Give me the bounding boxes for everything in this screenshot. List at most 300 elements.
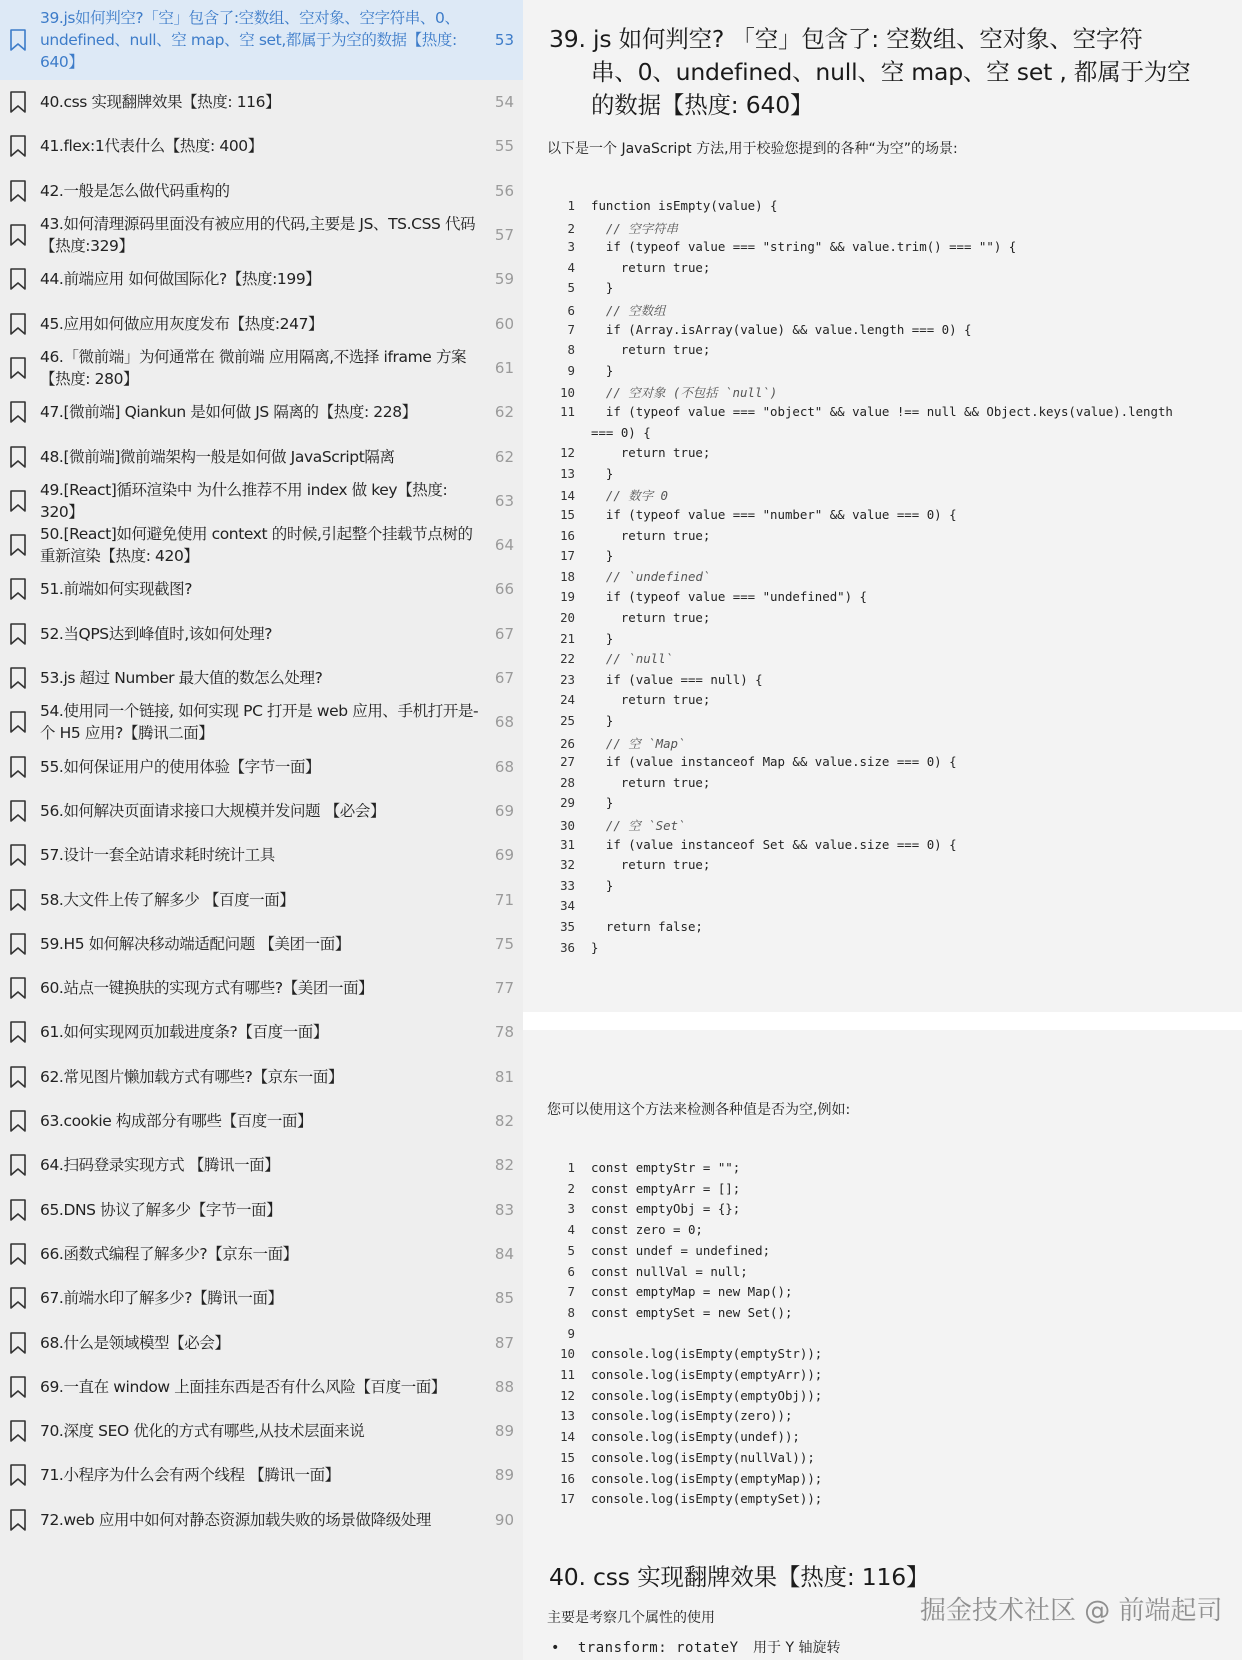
code-text: if (value instanceof Set && value.size === 0) { <box>591 836 957 852</box>
toc-item[interactable] <box>0 479 523 523</box>
code-line <box>543 1201 740 1221</box>
line-number: 26 <box>560 735 575 751</box>
line-number: 11 <box>560 1367 575 1382</box>
toc-item[interactable] <box>0 745 523 789</box>
toc-item[interactable] <box>0 1188 523 1232</box>
code-line <box>543 528 710 548</box>
code-line <box>543 1264 748 1284</box>
code-text: console.log(isEmpty(emptySet)); <box>591 1491 823 1507</box>
toc-item[interactable] <box>0 789 523 833</box>
toc-item-page: 78 <box>494 1023 514 1042</box>
code-text: === 0) { <box>591 424 651 440</box>
code-line <box>543 1408 792 1428</box>
code-text: return true; <box>591 527 711 543</box>
toc-item-title: 50.[React]如何避免使用 context 的时候,引起整个挂载节点树的重新渲染【热度: 420】 <box>40 525 473 566</box>
line-number: 28 <box>560 774 575 790</box>
toc-item[interactable] <box>0 1055 523 1099</box>
toc-item-title: 66.函数式编程了解多少?【京东一面】 <box>40 1244 298 1263</box>
toc-item[interactable] <box>0 1320 523 1364</box>
line-number: 4 <box>567 1222 575 1238</box>
line-number: 21 <box>560 630 575 646</box>
code-line <box>543 1181 740 1201</box>
code-text: if (value === null) { <box>591 671 763 687</box>
toc-item[interactable] <box>0 700 523 744</box>
code-line <box>543 301 665 321</box>
line-number: 16 <box>560 1470 575 1486</box>
code-line <box>543 1222 703 1242</box>
code-text: if (typeof value === "object" && value !== null && Object.keys(value).length <box>591 404 1173 419</box>
toc-item[interactable] <box>0 612 523 656</box>
code-text: const emptySet = new Set(); <box>591 1304 793 1320</box>
code-line <box>543 734 685 754</box>
toc-item-page: 56 <box>494 181 514 200</box>
toc-item-title: 43.如何清理源码里面没有被应用的代码,主要是 JS、TS.CSS 代码【热度:329】 <box>40 215 476 256</box>
toc-item[interactable] <box>0 656 523 700</box>
line-number: 12 <box>560 445 575 461</box>
code-text: const emptyStr = ""; <box>591 1160 741 1175</box>
bookmark-icon[interactable] <box>9 799 27 823</box>
section-39-heading-line1: 39. js 如何判空? 「空」包含了: 空数组、空对象、空字符 <box>549 25 1143 53</box>
bookmark-icon[interactable] <box>9 1331 27 1355</box>
bookmark-icon[interactable] <box>9 755 27 779</box>
section-39-heading-line2: 串、0、undefined、null、空 map、空 set , 都属于为空 <box>591 58 1191 86</box>
toc-item-title: 45.应用如何做应用灰度发布【热度:247】 <box>40 314 324 333</box>
toc-item-title: 67.前端水印了解多少?【腾讯一面】 <box>40 1289 283 1308</box>
code-text: console.log(isEmpty(nullVal)); <box>591 1449 815 1465</box>
code-line <box>543 569 710 589</box>
code-line <box>543 878 613 898</box>
toc-item-page: 62 <box>494 403 514 422</box>
bookmark-icon[interactable] <box>9 267 27 291</box>
toc-item-page: 63 <box>494 491 514 510</box>
toc-item-page: 81 <box>494 1067 514 1086</box>
code-line <box>543 425 651 445</box>
toc-item-title: 54.使用同一个链接, 如何实现 PC 打开是 web 应用、手机打开是-个 H5 应用?【腾讯二面】 <box>40 702 479 743</box>
code-text: const zero = 0; <box>591 1222 703 1238</box>
section-39-heading-line3: 的数据【热度: 640】 <box>591 91 814 119</box>
toc-item[interactable] <box>0 302 523 346</box>
code-text: // 空字符串 <box>591 220 678 236</box>
code-line <box>543 466 613 486</box>
code-text: return true; <box>591 774 711 790</box>
line-number: 2 <box>567 220 575 236</box>
toc-item-title: 60.站点一键换肤的实现方式有哪些?【美团一面】 <box>40 979 374 998</box>
bookmark-icon[interactable] <box>9 312 27 336</box>
line-number: 29 <box>560 795 575 811</box>
toc-item-page: 68 <box>494 713 514 732</box>
toc-item-page: 85 <box>494 1289 514 1308</box>
toc-item[interactable] <box>0 523 523 567</box>
code-line <box>543 940 598 960</box>
toc-item[interactable] <box>0 1143 523 1187</box>
toc-item-page: 69 <box>494 846 514 865</box>
bookmark-icon[interactable] <box>9 1020 27 1044</box>
code-text: return false; <box>591 919 703 934</box>
code-text: // 空 `Map` <box>591 735 686 751</box>
toc-item[interactable] <box>0 390 523 434</box>
line-number: 4 <box>567 259 575 275</box>
toc-item-title: 42.一般是怎么做代码重构的 <box>40 181 230 200</box>
code-text: } <box>591 939 599 955</box>
toc-item-page: 88 <box>494 1377 514 1396</box>
code-line <box>543 507 957 527</box>
bookmark-icon[interactable] <box>9 1153 27 1177</box>
page-break <box>523 1012 1242 1030</box>
code-text: } <box>591 713 614 728</box>
toc-sidebar <box>0 0 523 1660</box>
bookmark-icon[interactable] <box>9 356 27 380</box>
code-text: // 空 `Set` <box>591 818 686 833</box>
line-number: 20 <box>560 610 575 625</box>
bookmark-icon[interactable] <box>9 1065 27 1089</box>
document-page <box>523 0 1242 1660</box>
toc-item-title: 58.大文件上传了解多少 【百度一面】 <box>40 890 295 909</box>
bullet-item <box>551 1637 840 1657</box>
code-line <box>543 486 668 506</box>
watermark: 掘金技术社区 @ 前端起司 <box>920 1596 1223 1626</box>
bookmark-icon[interactable] <box>9 710 27 734</box>
code-line <box>543 610 710 630</box>
toc-item-title: 41.flex:1代表什么【热度: 400】 <box>40 137 263 156</box>
line-number: 10 <box>560 1346 575 1362</box>
bookmark-icon[interactable] <box>9 489 27 513</box>
line-number: 25 <box>560 713 575 728</box>
toc-item[interactable] <box>0 80 523 124</box>
code-line <box>543 198 778 218</box>
line-number: 8 <box>567 1304 575 1320</box>
code-line <box>543 1367 822 1387</box>
line-number: 1 <box>567 198 575 213</box>
line-number: 17 <box>560 548 575 564</box>
bookmark-icon[interactable] <box>9 28 27 52</box>
bookmark-icon[interactable] <box>9 666 27 690</box>
code-text: if (typeof value === "number" && value === 0) { <box>591 507 957 522</box>
bullet-code: transform: rotateY <box>577 1640 739 1656</box>
line-number: 17 <box>560 1491 575 1507</box>
toc-item-page: 89 <box>494 1466 514 1485</box>
code-line <box>543 589 867 609</box>
line-number: 16 <box>560 527 575 543</box>
code-line <box>543 692 710 712</box>
code-text: const nullVal = null; <box>591 1263 748 1279</box>
code-text: if (value instanceof Map && value.size === 0) { <box>591 754 957 770</box>
line-number: 15 <box>560 1449 575 1465</box>
bookmark-icon[interactable] <box>9 1109 27 1133</box>
code-text: } <box>591 465 614 481</box>
line-number: 32 <box>560 857 575 873</box>
line-number: 12 <box>560 1387 575 1403</box>
toc-item-title: 40.css 实现翻牌效果【热度: 116】 <box>40 93 281 112</box>
toc-item[interactable] <box>0 434 523 478</box>
toc-item-page: 59 <box>494 270 514 289</box>
toc-item-page: 82 <box>494 1112 514 1131</box>
code-text: return true; <box>591 692 711 708</box>
toc-item[interactable] <box>0 169 523 213</box>
code-line <box>543 1450 815 1470</box>
code-text: function isEmpty(value) { <box>591 198 778 213</box>
toc-item-page: 90 <box>494 1510 514 1529</box>
usage-intro: 您可以使用这个方法来检测各种值是否为空,例如: <box>547 1102 851 1118</box>
toc-item-title: 55.如何保证用户的使用体验【字节一面】 <box>40 757 321 776</box>
toc-item-title: 59.H5 如何解决移动端适配问题 【美团一面】 <box>40 934 350 953</box>
line-number: 14 <box>560 1429 575 1445</box>
code-text: // `null` <box>591 651 674 667</box>
code-line <box>543 837 957 857</box>
bookmark-icon[interactable] <box>9 622 27 646</box>
toc-item-title: 48.[微前端]微前端架构一般是如何做 JavaScript隔离 <box>40 447 395 466</box>
toc-item-title: 68.什么是领域模型【必会】 <box>40 1333 230 1352</box>
bookmark-icon[interactable] <box>9 843 27 867</box>
toc-item[interactable] <box>0 1365 523 1409</box>
code-text: const emptyObj = {}; <box>591 1201 741 1217</box>
bookmark-icon[interactable] <box>9 445 27 469</box>
toc-item[interactable] <box>0 1010 523 1054</box>
toc-item-title: 56.如何解决页面请求接口大规模并发问题 【必会】 <box>40 801 386 820</box>
toc-item-title: 63.cookie 构成部分有哪些【百度一面】 <box>40 1112 313 1131</box>
toc-item[interactable] <box>0 1232 523 1276</box>
toc-item-title: 70.深度 SEO 优化的方式有哪些,从技术层面来说 <box>40 1422 365 1441</box>
line-number: 24 <box>560 692 575 708</box>
code-line <box>543 1243 770 1263</box>
code-line <box>543 651 673 671</box>
line-number: 34 <box>560 898 575 914</box>
toc-item-page: 71 <box>494 890 514 909</box>
code-line <box>543 219 678 239</box>
toc-item-title: 72.web 应用中如何对静态资源加载失败的场景做降级处理 <box>40 1510 432 1529</box>
toc-item-page: 77 <box>494 979 514 998</box>
code-line <box>543 363 613 383</box>
line-number: 19 <box>560 589 575 605</box>
code-text: const emptyArr = []; <box>591 1180 741 1196</box>
code-text: if (typeof value === "string" && value.trim() === "") { <box>591 239 1017 255</box>
bookmark-icon[interactable] <box>9 1463 27 1487</box>
line-number: 18 <box>560 568 575 584</box>
toc-item-title: 39.js如何判空?「空」包含了:空数组、空对象、空字符串、0、undefined、null、空 map、空 set,都属于为空的数据【热度: 640】 <box>40 9 460 71</box>
line-number: 3 <box>567 1201 575 1217</box>
code-text: console.log(isEmpty(emptyMap)); <box>591 1470 823 1486</box>
toc-item[interactable] <box>0 966 523 1010</box>
toc-item-page: 84 <box>494 1244 514 1263</box>
line-number: 36 <box>560 939 575 955</box>
code-line <box>543 1471 822 1491</box>
toc-item-title: 71.小程序为什么会有两个线程 【腾讯一面】 <box>40 1466 340 1485</box>
code-line <box>543 1284 792 1304</box>
toc-item-title: 61.如何实现网页加载进度条?【百度一面】 <box>40 1023 328 1042</box>
toc-item[interactable] <box>0 124 523 168</box>
line-number: 33 <box>560 877 575 893</box>
line-number: 30 <box>560 818 575 833</box>
code-text: return true; <box>591 857 711 873</box>
bullet-text: 用于 Y 轴旋转 <box>753 1640 841 1656</box>
code-line <box>543 548 613 568</box>
code-line <box>543 383 777 403</box>
code-text: // 空数组 <box>591 303 666 318</box>
toc-item-page: 57 <box>494 226 514 245</box>
bookmark-icon[interactable] <box>9 1242 27 1266</box>
toc-item[interactable] <box>0 1409 523 1453</box>
code-line <box>543 795 613 815</box>
toc-item[interactable] <box>0 346 523 390</box>
toc-item-title: 44.前端应用 如何做国际化?【热度:199】 <box>40 270 321 289</box>
code-line <box>543 239 1016 259</box>
code-line <box>543 1429 800 1449</box>
code-text: const emptyMap = new Map(); <box>591 1284 793 1300</box>
bookmark-icon[interactable] <box>9 1286 27 1310</box>
code-text: if (Array.isArray(value) && value.length === 0) { <box>591 321 972 337</box>
toc-item-page: 82 <box>494 1156 514 1175</box>
line-number: 10 <box>560 385 575 401</box>
toc-item-page: 54 <box>494 93 514 112</box>
toc-item-title: 57.设计一套全站请求耗时统计工具 <box>40 846 275 865</box>
toc-item-page: 75 <box>494 934 514 953</box>
bookmark-icon[interactable] <box>9 134 27 158</box>
toc-item[interactable] <box>0 1453 523 1497</box>
line-number: 22 <box>560 651 575 667</box>
toc-item[interactable] <box>0 1276 523 1320</box>
line-number: 5 <box>567 1242 575 1258</box>
code-line <box>543 775 710 795</box>
toc-item[interactable] <box>0 567 523 611</box>
toc-item-page: 89 <box>494 1422 514 1441</box>
bullet-dot: • <box>551 1640 560 1656</box>
code-text: return true; <box>591 610 711 625</box>
code-text: console.log(isEmpty(undef)); <box>591 1429 800 1445</box>
code-line <box>543 1491 822 1511</box>
bookmark-icon[interactable] <box>9 932 27 956</box>
code-text: } <box>591 280 614 296</box>
line-number: 6 <box>567 303 575 318</box>
toc-item-title: 62.常见图片懒加载方式有哪些?【京东一面】 <box>40 1067 344 1086</box>
toc-item[interactable] <box>0 833 523 877</box>
code-line <box>543 898 591 918</box>
toc-item-title: 49.[React]循环渲染中 为什么推荐不用 index 做 key【热度: 320】 <box>40 480 448 521</box>
code-line <box>543 404 1173 424</box>
toc-item-title: 46.「微前端」为何通常在 微前端 应用隔离,不选择 iframe 方案【热度: 280】 <box>40 347 467 388</box>
bookmark-icon[interactable] <box>9 976 27 1000</box>
toc-item-title: 47.[微前端] Qiankun 是如何做 JS 隔离的【热度: 228】 <box>40 403 417 422</box>
toc-item-title: 65.DNS 协议了解多少【字节一面】 <box>40 1200 282 1219</box>
code-text: const undef = undefined; <box>591 1242 771 1258</box>
toc-item-title: 53.js 超过 Number 最大值的数怎么处理? <box>40 669 323 688</box>
bookmark-icon[interactable] <box>9 1198 27 1222</box>
toc-item[interactable] <box>0 0 523 80</box>
bookmark-icon[interactable] <box>9 400 27 424</box>
toc-item-page: 87 <box>494 1333 514 1352</box>
code-line <box>543 713 613 733</box>
line-number: 23 <box>560 671 575 687</box>
code-line <box>543 631 613 651</box>
line-number: 2 <box>567 1180 575 1196</box>
toc-item-page: 69 <box>494 801 514 820</box>
toc-item[interactable] <box>0 213 523 257</box>
code-line <box>543 342 710 362</box>
section-40-heading: 40. css 实现翻牌效果【热度: 116】 <box>549 1563 930 1591</box>
code-line <box>543 1305 792 1325</box>
bookmark-icon[interactable] <box>9 1375 27 1399</box>
toc-item-page: 64 <box>494 536 514 555</box>
code-line <box>543 1160 740 1180</box>
code-line <box>543 322 971 342</box>
toc-item-title: 52.当QPS达到峰值时,该如何处理? <box>40 624 273 643</box>
line-number: 5 <box>567 280 575 296</box>
line-number: 27 <box>560 754 575 770</box>
code-text: console.log(isEmpty(emptyStr)); <box>591 1346 823 1362</box>
code-line <box>543 754 957 774</box>
code-text: return true; <box>591 445 711 461</box>
toc-item[interactable] <box>0 1099 523 1143</box>
toc-item-title: 69.一直在 window 上面挂东西是否有什么风险【百度一面】 <box>40 1377 447 1396</box>
toc-item[interactable] <box>0 922 523 966</box>
bookmark-icon[interactable] <box>9 888 27 912</box>
code-line <box>543 857 710 877</box>
bookmark-icon[interactable] <box>9 90 27 114</box>
toc-item-page: 62 <box>494 447 514 466</box>
line-number: 3 <box>567 239 575 255</box>
toc-item-title: 64.扫码登录实现方式 【腾讯一面】 <box>40 1156 280 1175</box>
toc-item[interactable] <box>0 257 523 301</box>
section-39-intro: 以下是一个 JavaScript 方法,用于校验您提到的各种“为空”的场景: <box>547 141 958 157</box>
bookmark-icon[interactable] <box>9 577 27 601</box>
code-line <box>543 445 710 465</box>
code-line <box>543 816 685 836</box>
toc-item-page: 61 <box>494 358 514 377</box>
code-line <box>543 280 613 300</box>
line-number: 14 <box>560 488 575 504</box>
code-text: console.log(isEmpty(zero)); <box>591 1408 793 1424</box>
toc-item-page: 66 <box>494 580 514 599</box>
toc-item-page: 60 <box>494 314 514 333</box>
code-line <box>543 260 710 280</box>
toc-item[interactable] <box>0 1498 523 1542</box>
code-line <box>543 919 703 939</box>
code-text: // `undefined` <box>591 568 711 584</box>
line-number: 13 <box>560 1408 575 1424</box>
code-line <box>543 672 763 692</box>
code-text: return true; <box>591 259 711 275</box>
code-text: } <box>591 630 614 646</box>
line-number: 13 <box>560 465 575 481</box>
line-number: 7 <box>567 1284 575 1300</box>
code-text: // 空对象 (不包括 `null`) <box>591 385 778 401</box>
toc-item[interactable] <box>0 877 523 921</box>
toc-item-page: 53 <box>494 31 514 49</box>
code-text: return true; <box>591 342 711 358</box>
line-number: 7 <box>567 321 575 337</box>
bookmark-icon[interactable] <box>9 179 27 203</box>
toc-item-title: 51.前端如何实现截图? <box>40 580 193 599</box>
code-line <box>543 1326 591 1346</box>
line-number: 8 <box>567 342 575 358</box>
code-text: console.log(isEmpty(emptyArr)); <box>591 1367 823 1382</box>
line-number: 35 <box>560 919 575 934</box>
code-text: } <box>591 362 614 378</box>
section-40-intro: 主要是考察几个属性的使用 <box>547 1610 715 1626</box>
toc-item-page: 83 <box>494 1200 514 1219</box>
bookmark-icon[interactable] <box>9 1419 27 1443</box>
toc-item-page: 67 <box>494 669 514 688</box>
line-number: 9 <box>567 1325 575 1341</box>
bookmark-icon[interactable] <box>9 533 27 557</box>
bookmark-icon[interactable] <box>9 1508 27 1532</box>
code-line <box>543 1346 822 1366</box>
code-text: } <box>591 548 614 564</box>
line-number: 15 <box>560 507 575 522</box>
toc-item-page: 55 <box>494 137 514 156</box>
bookmark-icon[interactable] <box>9 223 27 247</box>
code-text: console.log(isEmpty(emptyObj)); <box>591 1387 823 1403</box>
line-number: 31 <box>560 836 575 852</box>
code-text: } <box>591 877 614 893</box>
